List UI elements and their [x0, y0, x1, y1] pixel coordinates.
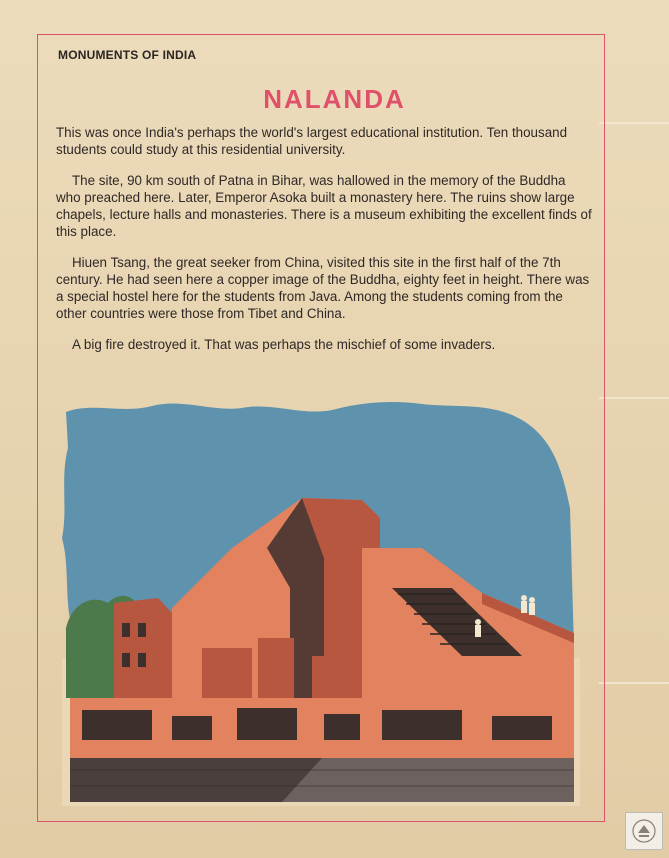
paragraph: This was once India's perhaps the world's largest educational institution. Ten thousand students could study at this residential university.	[56, 125, 568, 157]
paper-crease	[599, 122, 669, 124]
archive-stamp-icon	[625, 812, 663, 850]
nalanda-ruins-illustration	[62, 398, 580, 806]
monastery-ruin	[114, 598, 172, 698]
article-body	[56, 124, 592, 367]
paper-crease	[599, 682, 669, 684]
paragraph: A big fire destroyed it. That was perhaps the mischief of some invaders.	[72, 337, 496, 352]
ruins-drawing	[62, 398, 580, 806]
paragraph: The site, 90 km south of Patna in Bihar, was hallowed in the memory of the Buddha who preached here. Later, Emperor Asoka built a monastery here. The ruins show large chapels, lecture halls and monasteries. There is a museum exhibiting the excellent finds of this place.	[56, 173, 592, 239]
paper-crease	[599, 397, 669, 399]
paragraph: Hiuen Tsang, the great seeker from China, visited this site in the first half of the 7th century. He had seen here a copper image of the Buddha, eighty feet in height. There was a special hostel here for the students from Java. Among the students coming from the other countries were those from Tibet and China.	[56, 255, 590, 321]
page-title: NALANDA	[263, 84, 406, 114]
stamp-graphic	[630, 817, 658, 845]
series-label: MONUMENTS OF INDIA	[58, 48, 197, 62]
